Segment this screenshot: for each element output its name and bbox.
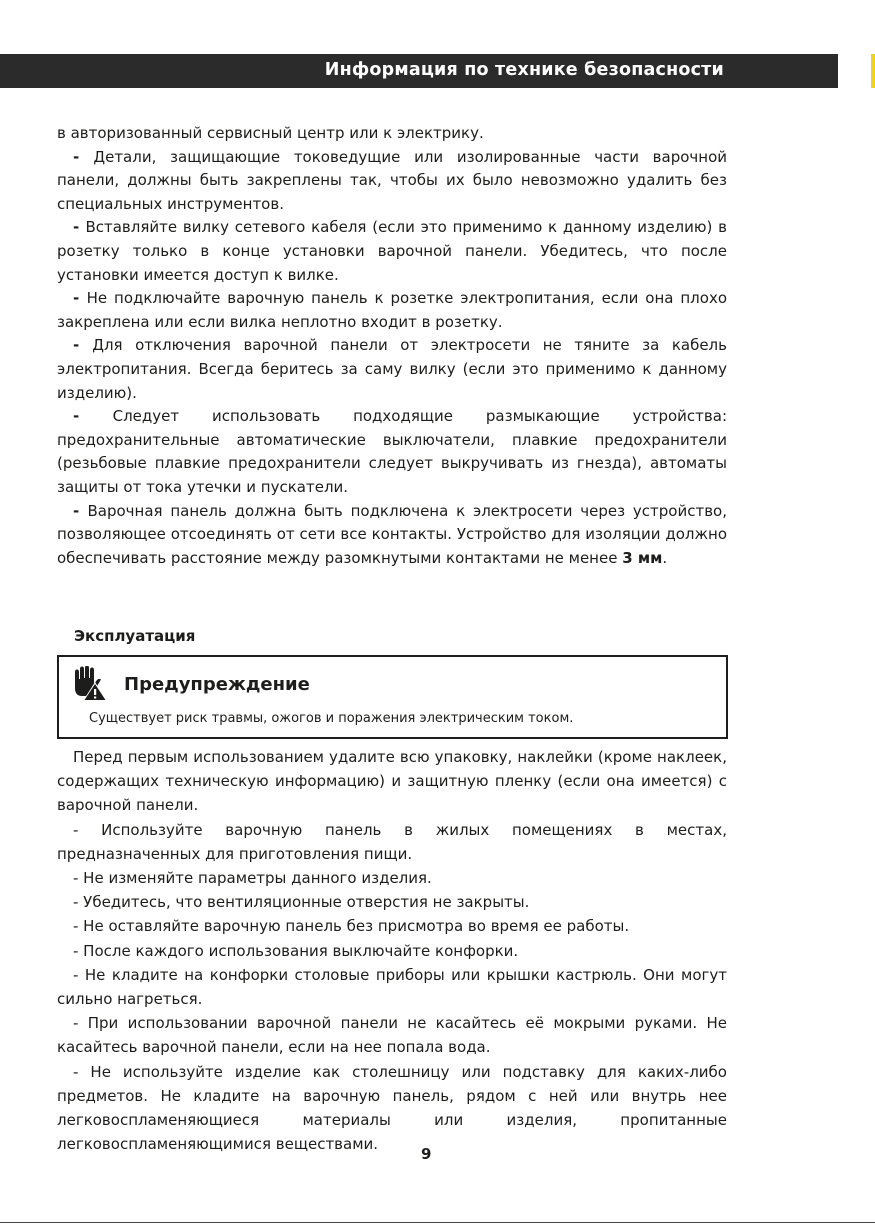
- paragraph: - Варочная панель должна быть подключена к электросети через устройство, позволяющее отсоединять от сети все контакты. Устройство для изоляции должно обеспечивать расстояние между разомкнутыми контактами не менее 3 мм.: [57, 501, 727, 567]
- paragraph: - Для отключения варочной панели от электросети не тяните за кабель электропитания. Всегда беритесь за саму вилку (если это применимо к данному изделию).: [57, 336, 727, 402]
- safety-text-section: [57, 122, 727, 570]
- section-title-operation: Эксплуатация: [74, 627, 196, 645]
- paragraph: - Убедитесь, что вентиляционные отверстия не закрыты.: [73, 893, 530, 912]
- paragraph: - Не оставляйте варочную панель без присмотра во время ее работы.: [73, 917, 630, 936]
- bottom-divider: [0, 1222, 875, 1223]
- header-bar: [0, 54, 838, 88]
- page-header-title: Информация по технике безопасности: [324, 60, 724, 80]
- warning-box: [57, 655, 728, 739]
- page-number: 9: [421, 1145, 432, 1163]
- paragraph: - Не используйте изделие как столешницу или подставку для каких-либо предметов. Не кладите на варочную панель, рядом с ней или внутрь нее легковоспламеняющиеся материалы или изделия, пропитанные легковоспламеняющимися веществами.: [57, 1062, 727, 1154]
- warning-text: Существует риск травмы, ожогов и поражения электрическим током.: [89, 711, 574, 726]
- paragraph: - После каждого использования выключайте конфорки.: [73, 941, 519, 960]
- paragraph: в авторизованный сервисный центр или к электрику.: [57, 124, 484, 142]
- paragraph: - Детали, защищающие токоведущие или изолированные части варочной панели, должны быть закреплены так, чтобы их было невозможно удалить без специальных инструментов.: [57, 147, 727, 213]
- paragraph: - Вставляйте вилку сетевого кабеля (если это применимо к данному изделию) в розетку только в конце установки варочной панели. Убедитесь, что после установки имеется доступ к вилке.: [57, 218, 727, 284]
- paragraph: - Следует использовать подходящие размыкающие устройства: предохранительные автоматические выключатели, плавкие предохранители (резьбовые плавкие предохранители следует выкручивать из гнезда), автоматы защиты от тока утечки и пускатели.: [57, 407, 728, 496]
- paragraph: - Не кладите на конфорки столовые приборы или крышки кастрюль. Они могут сильно нагреться.: [57, 965, 727, 1009]
- paragraph: - При использовании варочной панели не касайтесь её мокрыми руками. Не касайтесь варочной панели, если на нее попала вода.: [57, 1014, 727, 1057]
- paragraph: - Не изменяйте параметры данного изделия.: [73, 869, 432, 888]
- paragraph: Перед первым использованием удалите всю упаковку, наклейки (кроме наклеек, содержащих техническую информацию) и защитную пленку (если она имеется) с варочной панели.: [57, 748, 727, 815]
- side-tab-marker: [871, 54, 875, 88]
- paragraph: - Не подключайте варочную панель к розетке электропитания, если она плохо закреплена или если вилка неплотно входит в розетку.: [57, 289, 727, 331]
- warning-title: Предупреждение: [124, 674, 310, 695]
- operation-text-section: [57, 745, 727, 1156]
- paragraph: - Используйте варочную панель в жилых помещениях в местах, предназначенных для приготовления пищи.: [57, 820, 727, 863]
- hand-warning-icon: [70, 666, 108, 702]
